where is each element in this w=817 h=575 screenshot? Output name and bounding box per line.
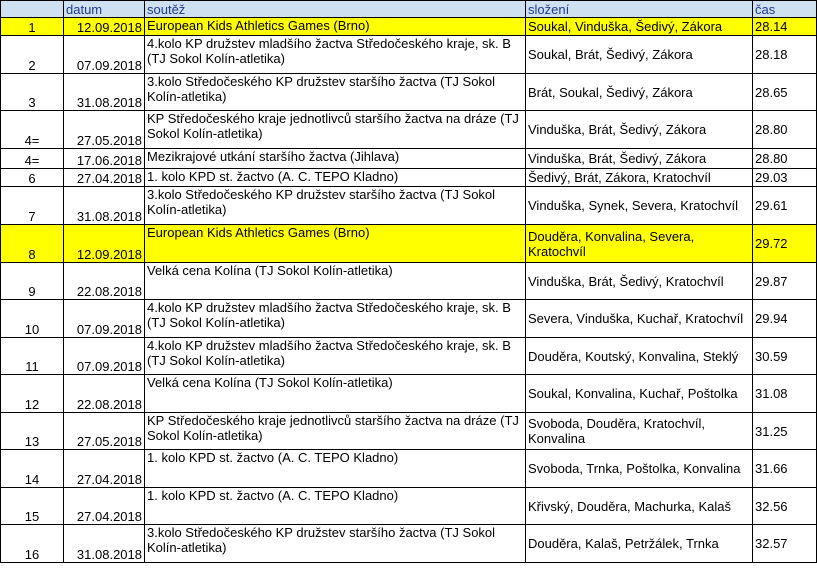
table-row: [1, 36, 817, 74]
time-cell[interactable]: 31.25: [753, 413, 817, 450]
team-cell[interactable]: Svoboda, Trnka, Poštolka, Konvalina: [526, 450, 753, 488]
table-row: [1, 450, 817, 488]
date-cell[interactable]: 27.05.2018: [64, 413, 145, 450]
header-slozeni[interactable]: složení: [526, 1, 753, 18]
rank-cell[interactable]: 2: [1, 36, 64, 74]
table-row: [1, 187, 817, 225]
table-row: [1, 300, 817, 338]
competition-cell[interactable]: European Kids Athletics Games (Brno): [145, 225, 526, 263]
date-cell[interactable]: 22.08.2018: [64, 263, 145, 300]
table-row: [1, 225, 817, 263]
time-cell[interactable]: 28.80: [753, 149, 817, 169]
team-cell[interactable]: Soukal, Konvalina, Kuchař, Poštolka: [526, 375, 753, 413]
team-cell[interactable]: Soukal, Vinduška, Šedivý, Zákora: [526, 18, 753, 36]
time-cell[interactable]: 30.59: [753, 338, 817, 375]
date-cell[interactable]: 12.09.2018: [64, 225, 145, 263]
time-cell[interactable]: 31.08: [753, 375, 817, 413]
competition-cell[interactable]: 3.kolo Středočeského KP družstev staršího žactva (TJ Sokol Kolín-atletika): [145, 187, 526, 225]
rank-cell[interactable]: 4=: [1, 111, 64, 149]
table-row: [1, 74, 817, 111]
time-cell[interactable]: 29.61: [753, 187, 817, 225]
table-row: [1, 375, 817, 413]
date-cell[interactable]: 07.09.2018: [64, 300, 145, 338]
rank-cell[interactable]: 14: [1, 450, 64, 488]
team-cell[interactable]: Vinduška, Synek, Severa, Kratochvíl: [526, 187, 753, 225]
rank-cell[interactable]: 4=: [1, 149, 64, 169]
team-cell[interactable]: Douděra, Konvalina, Severa, Kratochvíl: [526, 225, 753, 263]
competition-cell[interactable]: KP Středočeského kraje jednotlivců staršího žactva na dráze (TJ Sokol Kolín-atletika): [145, 111, 526, 149]
rank-cell[interactable]: 8: [1, 225, 64, 263]
results-body: [1, 18, 817, 563]
time-cell[interactable]: 28.65: [753, 74, 817, 111]
competition-cell[interactable]: 3.kolo Středočeského KP družstev staršího žactva (TJ Sokol Kolín-atletika): [145, 74, 526, 111]
rank-cell[interactable]: 10: [1, 300, 64, 338]
team-cell[interactable]: Douděra, Koutský, Konvalina, Steklý: [526, 338, 753, 375]
time-cell[interactable]: 28.14: [753, 18, 817, 36]
time-cell[interactable]: 32.56: [753, 488, 817, 525]
header-cas[interactable]: čas: [753, 1, 817, 18]
rank-cell[interactable]: 7: [1, 187, 64, 225]
table-row: [1, 525, 817, 563]
team-cell[interactable]: Vinduška, Brát, Šedivý, Zákora: [526, 149, 753, 169]
header-rank[interactable]: [1, 1, 64, 18]
time-cell[interactable]: 28.80: [753, 111, 817, 149]
competition-cell[interactable]: 1. kolo KPD st. žactvo (A. C. TEPO Kladno): [145, 450, 526, 488]
date-cell[interactable]: 12.09.2018: [64, 18, 145, 36]
rank-cell[interactable]: 9: [1, 263, 64, 300]
header-row: [1, 1, 817, 18]
competition-cell[interactable]: 4.kolo KP družstev mladšího žactva Středočeského kraje, sk. B (TJ Sokol Kolín-atletika): [145, 338, 526, 375]
table-row: [1, 149, 817, 169]
competition-cell[interactable]: 4.kolo KP družstev mladšího žactva Středočeského kraje, sk. B (TJ Sokol Kolín-atletika): [145, 300, 526, 338]
team-cell[interactable]: Severa, Vinduška, Kuchař, Kratochvíl: [526, 300, 753, 338]
table-row: [1, 413, 817, 450]
date-cell[interactable]: 07.09.2018: [64, 338, 145, 375]
team-cell[interactable]: Vinduška, Brát, Šedivý, Kratochvíl: [526, 263, 753, 300]
competition-cell[interactable]: Mezikrajové utkání staršího žactva (Jihlava): [145, 149, 526, 169]
table-row: [1, 169, 817, 187]
header-datum[interactable]: datum: [64, 1, 145, 18]
rank-cell[interactable]: 16: [1, 525, 64, 563]
table-row: [1, 338, 817, 375]
time-cell[interactable]: 29.03: [753, 169, 817, 187]
rank-cell[interactable]: 15: [1, 488, 64, 525]
rank-cell[interactable]: 12: [1, 375, 64, 413]
competition-cell[interactable]: 1. kolo KPD st. žactvo (A. C. TEPO Kladno): [145, 488, 526, 525]
competition-cell[interactable]: Velká cena Kolína (TJ Sokol Kolín-atletika): [145, 375, 526, 413]
team-cell[interactable]: Křivský, Douděra, Machurka, Kalaš: [526, 488, 753, 525]
rank-cell[interactable]: 6: [1, 169, 64, 187]
time-cell[interactable]: 29.94: [753, 300, 817, 338]
team-cell[interactable]: Vinduška, Brát, Šedivý, Zákora: [526, 111, 753, 149]
competition-cell[interactable]: KP Středočeského kraje jednotlivců staršího žactva na dráze (TJ Sokol Kolín-atletika): [145, 413, 526, 450]
time-cell[interactable]: 32.57: [753, 525, 817, 563]
date-cell[interactable]: 07.09.2018: [64, 36, 145, 74]
table-row: [1, 263, 817, 300]
date-cell[interactable]: 27.04.2018: [64, 450, 145, 488]
team-cell[interactable]: Douděra, Kalaš, Petržálek, Trnka: [526, 525, 753, 563]
table-row: [1, 18, 817, 36]
competition-cell[interactable]: 4.kolo KP družstev mladšího žactva Středočeského kraje, sk. B (TJ Sokol Kolín-atletika): [145, 36, 526, 74]
table-row: [1, 111, 817, 149]
date-cell[interactable]: 27.04.2018: [64, 169, 145, 187]
date-cell[interactable]: 31.08.2018: [64, 74, 145, 111]
competition-cell[interactable]: 3.kolo Středočeského KP družstev staršího žactva (TJ Sokol Kolín-atletika): [145, 525, 526, 563]
date-cell[interactable]: 22.08.2018: [64, 375, 145, 413]
time-cell[interactable]: 28.18: [753, 36, 817, 74]
date-cell[interactable]: 31.08.2018: [64, 525, 145, 563]
date-cell[interactable]: 27.05.2018: [64, 111, 145, 149]
competition-cell[interactable]: 1. kolo KPD st. žactvo (A. C. TEPO Kladno): [145, 169, 526, 187]
rank-cell[interactable]: 3: [1, 74, 64, 111]
competition-cell[interactable]: Velká cena Kolína (TJ Sokol Kolín-atletika): [145, 263, 526, 300]
date-cell[interactable]: 27.04.2018: [64, 488, 145, 525]
team-cell[interactable]: Šedivý, Brát, Zákora, Kratochvíl: [526, 169, 753, 187]
team-cell[interactable]: Brát, Soukal, Šedivý, Zákora: [526, 74, 753, 111]
rank-cell[interactable]: 11: [1, 338, 64, 375]
time-cell[interactable]: 31.66: [753, 450, 817, 488]
table-row: [1, 488, 817, 525]
date-cell[interactable]: 17.06.2018: [64, 149, 145, 169]
time-cell[interactable]: 29.72: [753, 225, 817, 263]
header-soutez[interactable]: soutěž: [145, 1, 526, 18]
rank-cell[interactable]: 1: [1, 18, 64, 36]
date-cell[interactable]: 31.08.2018: [64, 187, 145, 225]
time-cell[interactable]: 29.87: [753, 263, 817, 300]
rank-cell[interactable]: 13: [1, 413, 64, 450]
team-cell[interactable]: Soukal, Brát, Šedivý, Zákora: [526, 36, 753, 74]
competition-cell[interactable]: European Kids Athletics Games (Brno): [145, 18, 526, 36]
team-cell[interactable]: Svoboda, Douděra, Kratochvíl, Konvalina: [526, 413, 753, 450]
